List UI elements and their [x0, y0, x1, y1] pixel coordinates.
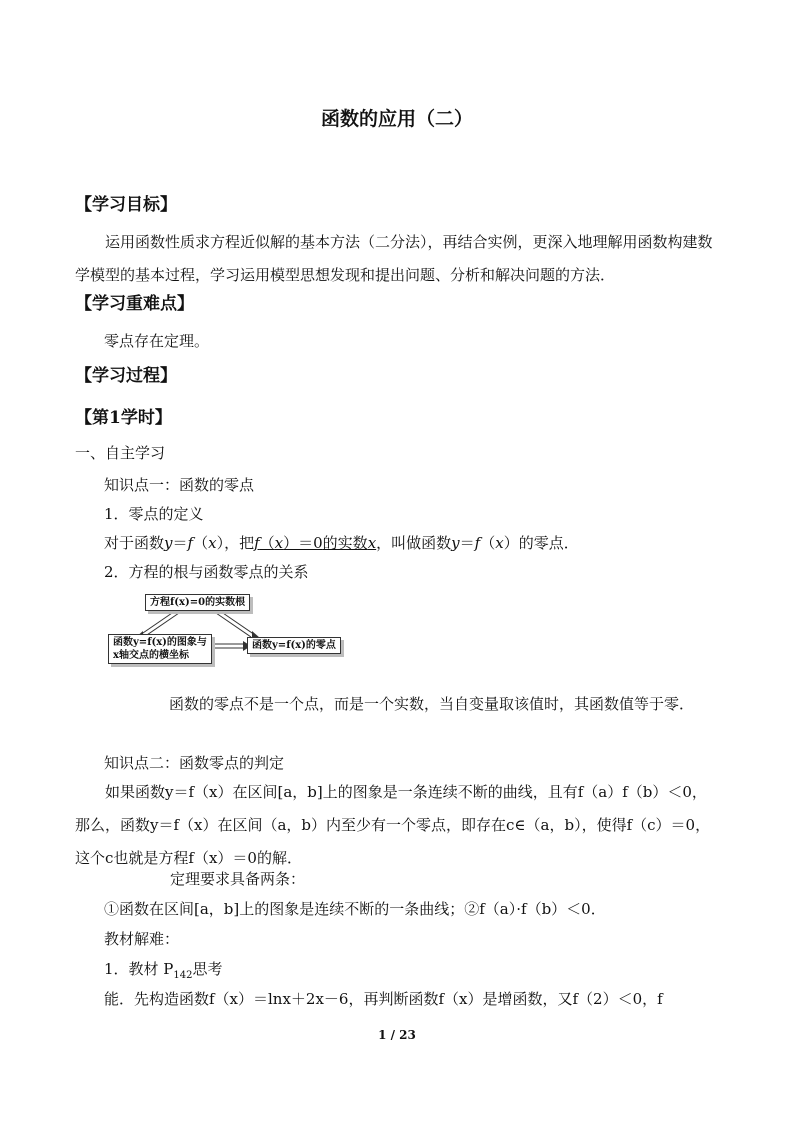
- diagram-box-zero: 函数y=f(x)的零点: [247, 637, 341, 654]
- zero-definition: 对于函数y＝f（x），把f（x）＝0的实数x，叫做函数y＝f（x）的零点．: [104, 534, 579, 552]
- diagram-box-root: 方程f(x)=0的实数根: [145, 594, 250, 611]
- theorem-text: 如果函数y＝f（x）在区间[a，b]上的图象是一条连续不断的曲线，且有f（a）f（b）＜0，那么，函数y＝f（x）在区间（a，b）内至少有一个零点，即存在c∈（a，b），使得f（c）＝0，这个c也就是方程f（x）＝0的解．: [75, 783, 711, 867]
- page-number: 1 / 23: [378, 1028, 416, 1042]
- answer-text: 能．先构造函数f（x）＝lnx＋2x－6，再判断函数f（x）是增函数，又f（2）＜0，f: [104, 990, 663, 1008]
- definition-underline: f（x）＝0的实数x: [254, 534, 377, 552]
- kp1-title: 知识点一：函数的零点: [104, 476, 255, 494]
- textbook-heading: 教材解难：: [104, 930, 180, 948]
- page-title: 函数的应用（二）: [320, 108, 473, 130]
- requirements-title: 定理要求具备两条：: [170, 870, 306, 888]
- kp1-sub2: 2．方程的根与函数零点的关系: [104, 563, 309, 581]
- diagram-box-intersection: 函数y=f(x)的图象与 x轴交点的横坐标: [108, 634, 212, 664]
- lesson-heading: 【第1学时】: [75, 408, 172, 428]
- key-points-heading: 【学习重难点】: [75, 294, 194, 314]
- relation-diagram: [105, 590, 345, 670]
- goals-text: 运用函数性质求方程近似解的基本方法（二分法），再结合实例，更深入地理解用函数构建数学模型的基本过程，学习运用模型思想发现和提出问题、分析和解决问题的方法．: [75, 233, 713, 284]
- self-study-heading: 一、自主学习: [75, 444, 166, 462]
- kp1-sub1: 1．零点的定义: [104, 505, 204, 523]
- zero-note: 函数的零点不是一个点，而是一个实数，当自变量取该值时，其函数值等于零．: [169, 695, 695, 713]
- key-points-text: 零点存在定理。: [104, 332, 210, 350]
- textbook-item-1: 1．教材 $P_{142}$思考: [104, 960, 223, 981]
- goals-heading: 【学习目标】: [75, 195, 177, 215]
- kp2-title: 知识点二：函数零点的判定: [104, 754, 285, 772]
- process-heading: 【学习过程】: [75, 366, 177, 386]
- requirements-text: ①函数在区间[a，b]上的图象是连续不断的一条曲线；②f（a）·f（b）＜0．: [104, 900, 606, 918]
